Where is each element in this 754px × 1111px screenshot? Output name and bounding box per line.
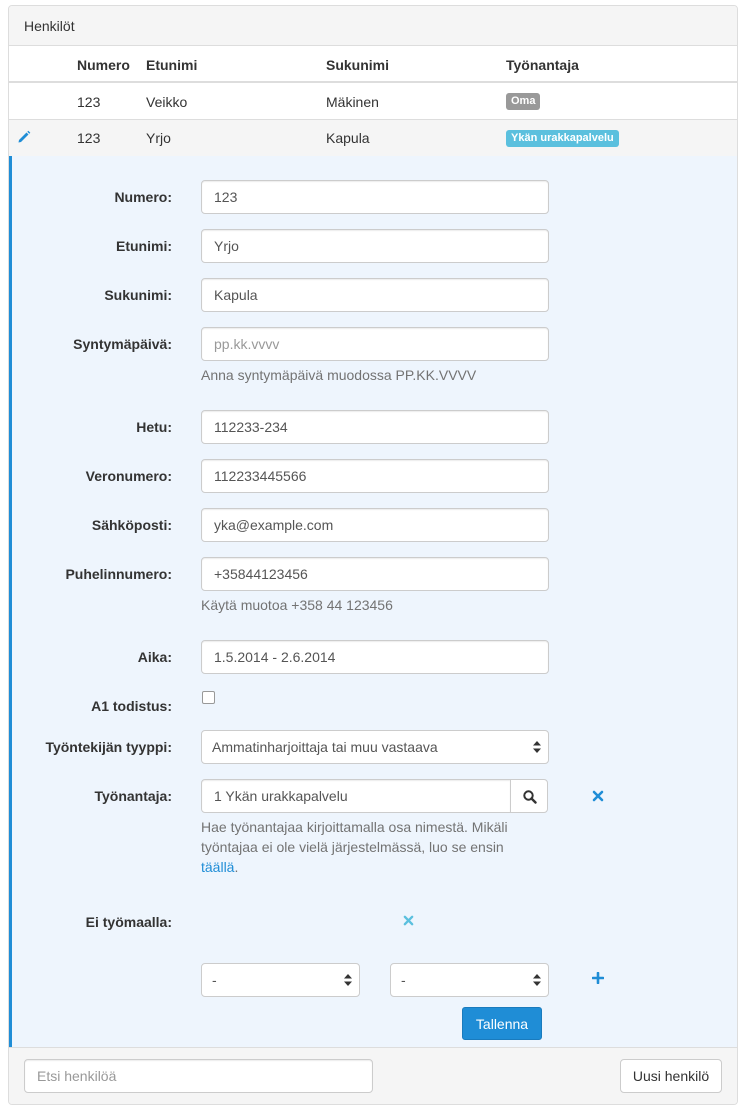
sahkoposti-label: Sähköposti: <box>91 517 172 533</box>
birthdate-help: Anna syntymäpäivä muodossa PP.KK.VVVV <box>201 367 477 383</box>
cell-etunimi: Yrjo <box>146 130 171 146</box>
edit-person-form <box>9 156 737 1047</box>
header-sukunimi[interactable]: Sukunimi <box>326 57 390 73</box>
create-employer-link[interactable]: täällä <box>201 859 235 875</box>
employer-help-line1: Hae työnantajaa kirjoittamalla osa nimestä. Mikäli <box>201 819 508 835</box>
numero-input[interactable] <box>201 180 549 214</box>
header-etunimi[interactable]: Etunimi <box>146 57 198 73</box>
veronumero-input[interactable] <box>201 459 549 493</box>
employer-badge: Ykän urakkapalvelu <box>506 130 619 147</box>
veronumero-label: Veronumero: <box>85 468 172 484</box>
cell-etunimi: Veikko <box>146 94 188 110</box>
employee-type-value: Ammatinharjoittaja tai muu vastaava <box>212 739 438 755</box>
period-input[interactable] <box>201 640 549 674</box>
clear-employer-icon[interactable] <box>592 790 604 802</box>
cell-sukunimi: Kapula <box>326 130 370 146</box>
phone-input[interactable] <box>201 557 549 591</box>
add-row-icon[interactable] <box>592 972 604 984</box>
phone-help: Käytä muotoa +358 44 123456 <box>201 597 393 613</box>
hetu-input[interactable] <box>201 410 549 444</box>
site-select-2[interactable] <box>390 963 549 997</box>
tyontekijan-tyyppi-label: Työntekijän tyyppi: <box>45 739 172 755</box>
site-select-2-value: - <box>401 972 406 988</box>
puhelinnumero-label: Puhelinnumero: <box>65 566 172 582</box>
employer-help <box>201 817 561 877</box>
a1-checkbox[interactable] <box>202 691 215 704</box>
persons-panel <box>8 5 738 1105</box>
syntymapaiva-label: Syntymäpäivä: <box>73 336 172 352</box>
employee-type-select[interactable] <box>201 730 549 764</box>
header-tyonantaja[interactable]: Työnantaja <box>506 57 579 73</box>
select-arrows-icon <box>533 740 541 754</box>
a1-label: A1 todistus: <box>91 698 172 714</box>
table-row[interactable] <box>9 120 737 156</box>
select-arrows-icon <box>344 973 352 987</box>
etunimi-label: Etunimi: <box>116 238 172 254</box>
email-input[interactable] <box>201 508 549 542</box>
search-person-input[interactable] <box>24 1059 373 1093</box>
new-person-button[interactable]: Uusi henkilö <box>620 1059 722 1093</box>
sukunimi-label: Sukunimi: <box>104 287 172 303</box>
cell-numero: 123 <box>77 130 101 146</box>
employer-help-end: . <box>234 859 239 875</box>
select-arrows-icon <box>533 973 541 987</box>
employer-input[interactable] <box>201 779 511 813</box>
panel-title: Henkilöt <box>9 6 737 46</box>
hetu-label: Hetu: <box>136 419 172 435</box>
header-numero[interactable]: Numero <box>77 57 130 73</box>
employer-help-line2: työntajaa ei ole vielä järjestelmässä, luo se ensin <box>201 839 504 855</box>
pencil-icon[interactable] <box>17 130 31 144</box>
remove-row-icon[interactable] <box>403 915 414 926</box>
site-select-1-value: - <box>212 972 217 988</box>
panel-footer <box>9 1047 737 1105</box>
etunimi-input[interactable] <box>201 229 549 263</box>
ei-tyomaalla-label: Ei työmaalla: <box>85 914 172 930</box>
tyonantaja-label: Työnantaja: <box>94 788 172 804</box>
save-button[interactable]: Tallenna <box>462 1007 542 1040</box>
cell-numero: 123 <box>77 94 101 110</box>
birthdate-input[interactable] <box>201 327 549 361</box>
sukunimi-input[interactable] <box>201 278 549 312</box>
employer-search-button[interactable] <box>510 779 548 813</box>
employer-badge: Oma <box>506 93 540 110</box>
aika-label: Aika: <box>137 649 172 665</box>
site-select-1[interactable] <box>201 963 360 997</box>
numero-label: Numero: <box>114 189 172 205</box>
cell-sukunimi: Mäkinen <box>326 94 379 110</box>
header-divider <box>9 81 737 83</box>
search-icon <box>523 790 537 804</box>
